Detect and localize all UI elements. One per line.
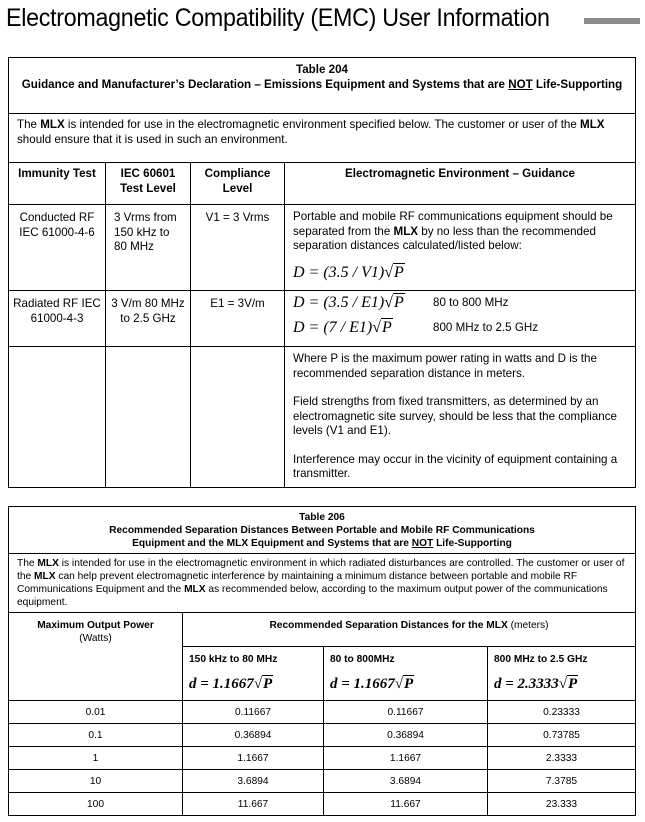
cell-power: 0.01 [9,701,183,724]
col-header-distances: Recommended Separation Distances for the MLX (meters) [183,613,636,647]
table-204-intro: The MLX is intended for use in the electromagnetic environment specified below. The customer or user of the MLX should ensure that it is used in such an environment. [9,114,636,163]
cell-distance: 0.73785 [488,724,636,747]
cell-distance: 11.667 [324,793,488,816]
cell-distance: 7.3785 [488,770,636,793]
col-header-compliance: Compliance Level [191,163,285,205]
cell-power: 0.1 [9,724,183,747]
formula-conducted: D = (3.5 / V1)√P [293,263,404,281]
formula: d = 1.1667√P [189,676,273,692]
cell-distance: 1.1667 [324,747,488,770]
col-header-test-level: IEC 60601 Test Level [106,163,191,205]
table-206 [8,506,636,816]
col-header-power [9,613,183,701]
table-206-title [9,507,636,554]
note: Where P is the maximum power rating in watts and D is the recommended separation distance in meters. [293,352,597,380]
cell-distance: 0.11667 [183,701,324,724]
table-204 [8,57,636,488]
formula: d = 1.1667√P [330,676,414,692]
range-label: 80 to 800MHz [330,654,395,665]
cell-distance: 0.11667 [324,701,488,724]
frequency-range: 800 MHz to 2.5 GHz [433,320,539,334]
range-col-1 [183,647,324,701]
cell-compliance: V1 = 3 Vrms [191,205,285,291]
table-206-heading-2: Equipment and the MLX Equipment and Systems that are NOT Life-Supporting [132,538,512,549]
table-row [9,724,636,747]
page-title: Electromagnetic Compatibility (EMC) User Information [6,4,550,32]
col-header-guidance: Electromagnetic Environment – Guidance [285,163,636,205]
cell-distance: 0.36894 [183,724,324,747]
table-204-heading: Guidance and Manufacturer’s Declaration – Emissions Equipment and Systems that are NOT Life-Supporting [21,77,623,91]
table-206-intro: The MLX is intended for use in the electromagnetic environment in which radiated disturbances are controlled. The customer or user of the MLX can help prevent electromagnetic interference by maintaining a minimum distance between portable and mobile RF Communications Equipment and the MLX as recommended below, according to the maximum output power of the communications equipment. [9,554,636,613]
formula: D = (7 / E1)√P [293,318,392,336]
table-206-number: Table 206 [299,512,345,523]
table-row [9,205,636,291]
formula-radiated-2 [293,318,627,336]
cell-distance: 1.1667 [183,747,324,770]
empty-cell [9,347,106,488]
cell-level: 3 V/m 80 MHz to 2.5 GHz [106,291,191,347]
table-row [9,793,636,816]
table-204-number: Table 204 [296,63,348,76]
cell-distance: 3.6894 [183,770,324,793]
empty-cell [191,347,285,488]
cell-distance: 2.3333 [488,747,636,770]
cell-distance: 3.6894 [324,770,488,793]
cell-distance: 0.23333 [488,701,636,724]
empty-cell [106,347,191,488]
cell-distance: 11.667 [183,793,324,816]
range-col-2 [324,647,488,701]
table-row [9,701,636,724]
cell-notes [285,347,636,488]
page-header [6,2,642,36]
table-206-heading-1: Recommended Separation Distances Between Portable and Mobile RF Communications [109,525,535,536]
cell-compliance: E1 = 3V/m [191,291,285,347]
cell-power: 1 [9,747,183,770]
cell-power: 10 [9,770,183,793]
cell-distance: 23.333 [488,793,636,816]
cell-guidance [285,205,636,291]
formula-radiated-1 [293,296,627,311]
cell-distance: 0.36894 [324,724,488,747]
range-col-3 [488,647,636,701]
table-row [9,770,636,793]
frequency-range: 80 to 800 MHz [433,296,509,309]
power-header-unit: (Watts) [79,633,112,644]
formula: D = (3.5 / E1)√P [293,294,404,311]
cell-test: Radiated RF IEC 61000-4-3 [9,291,106,347]
range-label: 150 kHz to 80 MHz [189,654,278,665]
range-label: 800 MHz to 2.5 GHz [494,654,588,665]
table-row [9,291,636,347]
note: Field strengths from fixed transmitters, as determined by an electromagnetic site survey, should be less that the compliance levels (V1 and E1). [293,395,617,437]
cell-test: Conducted RF IEC 61000-4-6 [9,205,106,291]
note: Interference may occur in the vicinity of equipment containing a transmitter. [293,452,618,480]
header-rule [584,18,640,24]
formula: d = 2.3333√P [494,676,578,692]
guidance-text: Portable and mobile RF communications equipment should be separated from the MLX by no less than the recommended separation distances calculated/listed below: [293,210,613,252]
table-204-title [9,58,636,114]
table-206-body [9,701,636,816]
table-row [9,347,636,488]
power-header-label: Maximum Output Power [37,620,154,631]
col-header-immunity-test: Immunity Test [9,163,106,205]
cell-level: 3 Vrms from 150 kHz to 80 MHz [106,205,191,291]
table-row [9,747,636,770]
cell-power: 100 [9,793,183,816]
cell-guidance [285,291,636,347]
